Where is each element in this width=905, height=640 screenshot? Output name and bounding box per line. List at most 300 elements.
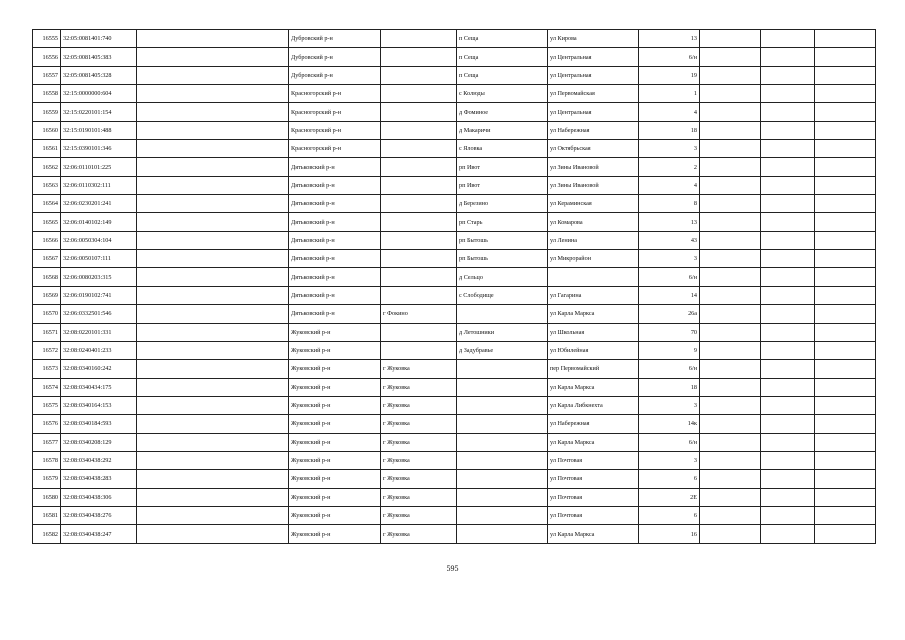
district-cell: Дятьковский р-н <box>289 286 381 304</box>
extra-3-cell <box>815 30 876 48</box>
cadastral-number-cell: 32:08:0340184:593 <box>61 415 137 433</box>
street-cell: пер Первомайский <box>548 360 639 378</box>
row-index-cell: 16576 <box>33 415 61 433</box>
extra-3-cell <box>815 433 876 451</box>
house-number-cell: 26а <box>639 305 700 323</box>
description-cell <box>137 360 289 378</box>
description-cell <box>137 231 289 249</box>
district-cell: Жуковский р-н <box>289 451 381 469</box>
extra-1-cell <box>700 85 761 103</box>
description-cell <box>137 323 289 341</box>
district-cell: Дятьковский р-н <box>289 231 381 249</box>
table-row <box>33 121 876 139</box>
extra-1-cell <box>700 286 761 304</box>
extra-2-cell <box>761 103 815 121</box>
table-row <box>33 525 876 544</box>
house-number-cell: 3 <box>639 250 700 268</box>
extra-2-cell <box>761 66 815 84</box>
street-cell: ул Карла Маркса <box>548 433 639 451</box>
description-cell <box>137 103 289 121</box>
table-row <box>33 360 876 378</box>
house-number-cell: 6/н <box>639 433 700 451</box>
settlement-cell <box>457 488 548 506</box>
settlement-cell: рп Ивот <box>457 158 548 176</box>
extra-2-cell <box>761 525 815 544</box>
settlement-cell <box>457 396 548 414</box>
row-index-cell: 16567 <box>33 250 61 268</box>
description-cell <box>137 470 289 488</box>
extra-1-cell <box>700 48 761 66</box>
house-number-cell: 6/н <box>639 360 700 378</box>
table-row <box>33 415 876 433</box>
table-row <box>33 433 876 451</box>
street-cell: ул Зины Ивановой <box>548 158 639 176</box>
extra-3-cell <box>815 213 876 231</box>
district-cell: Жуковский р-н <box>289 378 381 396</box>
district-cell: Жуковский р-н <box>289 433 381 451</box>
row-index-cell: 16568 <box>33 268 61 286</box>
extra-3-cell <box>815 470 876 488</box>
house-number-cell: 3 <box>639 396 700 414</box>
house-number-cell: 70 <box>639 323 700 341</box>
street-cell: ул Октябрьская <box>548 140 639 158</box>
city-cell <box>381 140 457 158</box>
extra-2-cell <box>761 305 815 323</box>
row-index-cell: 16579 <box>33 470 61 488</box>
row-index-cell: 16577 <box>33 433 61 451</box>
table-row <box>33 451 876 469</box>
extra-3-cell <box>815 85 876 103</box>
extra-3-cell <box>815 488 876 506</box>
row-index-cell: 16555 <box>33 30 61 48</box>
row-index-cell: 16581 <box>33 506 61 524</box>
city-cell <box>381 121 457 139</box>
extra-1-cell <box>700 158 761 176</box>
description-cell <box>137 396 289 414</box>
street-cell: ул Карла Маркса <box>548 378 639 396</box>
city-cell: г Жуковка <box>381 506 457 524</box>
city-cell: г Жуковка <box>381 415 457 433</box>
street-cell: ул Центральная <box>548 103 639 121</box>
settlement-cell <box>457 305 548 323</box>
district-cell: Дятьковский р-н <box>289 195 381 213</box>
extra-2-cell <box>761 158 815 176</box>
description-cell <box>137 378 289 396</box>
city-cell <box>381 85 457 103</box>
street-cell: ул Карла Либкнехта <box>548 396 639 414</box>
table-row <box>33 176 876 194</box>
extra-3-cell <box>815 415 876 433</box>
extra-1-cell <box>700 66 761 84</box>
cadastral-number-cell: 32:05:0081401:740 <box>61 30 137 48</box>
cadastral-number-cell: 32:06:0140102:149 <box>61 213 137 231</box>
row-index-cell: 16574 <box>33 378 61 396</box>
row-index-cell: 16559 <box>33 103 61 121</box>
extra-3-cell <box>815 48 876 66</box>
district-cell: Жуковский р-н <box>289 360 381 378</box>
street-cell: ул Почтовая <box>548 506 639 524</box>
table-row <box>33 268 876 286</box>
registry-table-body <box>33 30 876 544</box>
cadastral-number-cell: 32:08:0240401:233 <box>61 341 137 359</box>
district-cell: Красногорский р-н <box>289 140 381 158</box>
extra-3-cell <box>815 305 876 323</box>
extra-3-cell <box>815 231 876 249</box>
description-cell <box>137 433 289 451</box>
city-cell: г Жуковка <box>381 451 457 469</box>
cadastral-number-cell: 32:06:0050107:111 <box>61 250 137 268</box>
city-cell <box>381 250 457 268</box>
cadastral-number-cell: 32:06:0080203:315 <box>61 268 137 286</box>
district-cell: Дубровский р-н <box>289 30 381 48</box>
city-cell: г Жуковка <box>381 433 457 451</box>
table-row <box>33 231 876 249</box>
district-cell: Дятьковский р-н <box>289 213 381 231</box>
street-cell: ул Почтовая <box>548 488 639 506</box>
district-cell: Жуковский р-н <box>289 396 381 414</box>
cadastral-number-cell: 32:08:0340438:306 <box>61 488 137 506</box>
extra-2-cell <box>761 231 815 249</box>
city-cell <box>381 103 457 121</box>
cadastral-number-cell: 32:08:0340438:283 <box>61 470 137 488</box>
house-number-cell: 6/н <box>639 268 700 286</box>
table-row <box>33 195 876 213</box>
description-cell <box>137 195 289 213</box>
description-cell <box>137 30 289 48</box>
settlement-cell: п Сеща <box>457 30 548 48</box>
table-row <box>33 213 876 231</box>
extra-2-cell <box>761 415 815 433</box>
table-row <box>33 323 876 341</box>
city-cell <box>381 158 457 176</box>
extra-1-cell <box>700 396 761 414</box>
description-cell <box>137 341 289 359</box>
row-index-cell: 16565 <box>33 213 61 231</box>
city-cell <box>381 231 457 249</box>
settlement-cell: д Березино <box>457 195 548 213</box>
extra-2-cell <box>761 140 815 158</box>
description-cell <box>137 140 289 158</box>
house-number-cell: 4 <box>639 103 700 121</box>
table-row <box>33 66 876 84</box>
city-cell <box>381 268 457 286</box>
settlement-cell: п Сеща <box>457 48 548 66</box>
cadastral-number-cell: 32:06:0110101:225 <box>61 158 137 176</box>
street-cell: ул Юбилейная <box>548 341 639 359</box>
district-cell: Красногорский р-н <box>289 121 381 139</box>
extra-2-cell <box>761 470 815 488</box>
district-cell: Дубровский р-н <box>289 48 381 66</box>
table-row <box>33 378 876 396</box>
city-cell <box>381 213 457 231</box>
district-cell: Жуковский р-н <box>289 488 381 506</box>
extra-2-cell <box>761 85 815 103</box>
cadastral-number-cell: 32:08:0340160:242 <box>61 360 137 378</box>
extra-2-cell <box>761 433 815 451</box>
description-cell <box>137 250 289 268</box>
cadastral-number-cell: 32:15:0000000:604 <box>61 85 137 103</box>
description-cell <box>137 415 289 433</box>
extra-1-cell <box>700 305 761 323</box>
cadastral-number-cell: 32:08:0340438:247 <box>61 525 137 544</box>
house-number-cell: 14 <box>639 286 700 304</box>
table-row <box>33 341 876 359</box>
settlement-cell <box>457 470 548 488</box>
settlement-cell: д Фоминое <box>457 103 548 121</box>
district-cell: Жуковский р-н <box>289 323 381 341</box>
city-cell <box>381 30 457 48</box>
registry-table <box>32 29 876 544</box>
row-index-cell: 16557 <box>33 66 61 84</box>
city-cell: г Жуковка <box>381 396 457 414</box>
district-cell: Жуковский р-н <box>289 415 381 433</box>
house-number-cell: 16 <box>639 525 700 544</box>
city-cell: г Фокино <box>381 305 457 323</box>
district-cell: Дятьковский р-н <box>289 305 381 323</box>
row-index-cell: 16578 <box>33 451 61 469</box>
settlement-cell: д Летошники <box>457 323 548 341</box>
cadastral-number-cell: 32:06:0050304:104 <box>61 231 137 249</box>
row-index-cell: 16571 <box>33 323 61 341</box>
district-cell: Дятьковский р-н <box>289 268 381 286</box>
extra-3-cell <box>815 525 876 544</box>
city-cell <box>381 48 457 66</box>
district-cell: Красногорский р-н <box>289 103 381 121</box>
settlement-cell <box>457 506 548 524</box>
house-number-cell: 43 <box>639 231 700 249</box>
extra-1-cell <box>700 103 761 121</box>
extra-2-cell <box>761 323 815 341</box>
extra-1-cell <box>700 323 761 341</box>
extra-1-cell <box>700 121 761 139</box>
description-cell <box>137 48 289 66</box>
extra-2-cell <box>761 378 815 396</box>
extra-3-cell <box>815 268 876 286</box>
city-cell <box>381 66 457 84</box>
extra-1-cell <box>700 176 761 194</box>
street-cell: ул Почтовая <box>548 470 639 488</box>
extra-3-cell <box>815 396 876 414</box>
cadastral-number-cell: 32:06:0230201:241 <box>61 195 137 213</box>
description-cell <box>137 213 289 231</box>
cadastral-number-cell: 32:08:0340438:292 <box>61 451 137 469</box>
extra-3-cell <box>815 103 876 121</box>
extra-2-cell <box>761 213 815 231</box>
house-number-cell: 18 <box>639 121 700 139</box>
extra-2-cell <box>761 30 815 48</box>
description-cell <box>137 121 289 139</box>
extra-1-cell <box>700 470 761 488</box>
city-cell: г Жуковка <box>381 378 457 396</box>
settlement-cell: рп Бытошь <box>457 231 548 249</box>
description-cell <box>137 85 289 103</box>
house-number-cell: 13 <box>639 30 700 48</box>
extra-1-cell <box>700 140 761 158</box>
extra-2-cell <box>761 341 815 359</box>
settlement-cell: д Макаричи <box>457 121 548 139</box>
settlement-cell <box>457 451 548 469</box>
extra-3-cell <box>815 66 876 84</box>
extra-1-cell <box>700 213 761 231</box>
house-number-cell: 14к <box>639 415 700 433</box>
table-row <box>33 396 876 414</box>
extra-3-cell <box>815 451 876 469</box>
row-index-cell: 16556 <box>33 48 61 66</box>
extra-2-cell <box>761 286 815 304</box>
extra-1-cell <box>700 341 761 359</box>
description-cell <box>137 525 289 544</box>
settlement-cell: рп Бытошь <box>457 250 548 268</box>
street-cell: ул Кирова <box>548 30 639 48</box>
cadastral-number-cell: 32:15:0390101:346 <box>61 140 137 158</box>
row-index-cell: 16566 <box>33 231 61 249</box>
street-cell <box>548 268 639 286</box>
row-index-cell: 16575 <box>33 396 61 414</box>
description-cell <box>137 488 289 506</box>
cadastral-number-cell: 32:08:0340434:175 <box>61 378 137 396</box>
extra-2-cell <box>761 488 815 506</box>
house-number-cell: 8 <box>639 195 700 213</box>
table-row <box>33 158 876 176</box>
settlement-cell <box>457 415 548 433</box>
cadastral-number-cell: 32:05:0081405:383 <box>61 48 137 66</box>
house-number-cell: 13 <box>639 213 700 231</box>
extra-3-cell <box>815 158 876 176</box>
extra-3-cell <box>815 176 876 194</box>
description-cell <box>137 506 289 524</box>
row-index-cell: 16558 <box>33 85 61 103</box>
street-cell: ул Школьная <box>548 323 639 341</box>
extra-3-cell <box>815 378 876 396</box>
description-cell <box>137 66 289 84</box>
settlement-cell <box>457 525 548 544</box>
settlement-cell: с Яловка <box>457 140 548 158</box>
district-cell: Дятьковский р-н <box>289 250 381 268</box>
district-cell: Дятьковский р-н <box>289 158 381 176</box>
extra-1-cell <box>700 250 761 268</box>
extra-1-cell <box>700 451 761 469</box>
extra-3-cell <box>815 121 876 139</box>
house-number-cell: 6 <box>639 470 700 488</box>
house-number-cell: 6/н <box>639 48 700 66</box>
street-cell: ул Кераминская <box>548 195 639 213</box>
extra-1-cell <box>700 360 761 378</box>
settlement-cell <box>457 433 548 451</box>
extra-3-cell <box>815 140 876 158</box>
house-number-cell: 19 <box>639 66 700 84</box>
extra-3-cell <box>815 286 876 304</box>
cadastral-number-cell: 32:08:0220101:331 <box>61 323 137 341</box>
extra-3-cell <box>815 341 876 359</box>
district-cell: Дятьковский р-н <box>289 176 381 194</box>
extra-1-cell <box>700 195 761 213</box>
description-cell <box>137 451 289 469</box>
extra-1-cell <box>700 488 761 506</box>
settlement-cell: с Колюды <box>457 85 548 103</box>
row-index-cell: 16570 <box>33 305 61 323</box>
street-cell: ул Зины Ивановой <box>548 176 639 194</box>
cadastral-number-cell: 32:08:0340164:153 <box>61 396 137 414</box>
city-cell: г Жуковка <box>381 470 457 488</box>
house-number-cell: 3 <box>639 140 700 158</box>
extra-1-cell <box>700 30 761 48</box>
city-cell: г Жуковка <box>381 488 457 506</box>
city-cell: г Жуковка <box>381 525 457 544</box>
street-cell: ул Микрорайон <box>548 250 639 268</box>
description-cell <box>137 305 289 323</box>
district-cell: Жуковский р-н <box>289 506 381 524</box>
description-cell <box>137 158 289 176</box>
extra-2-cell <box>761 48 815 66</box>
street-cell: ул Набережная <box>548 121 639 139</box>
row-index-cell: 16580 <box>33 488 61 506</box>
row-index-cell: 16562 <box>33 158 61 176</box>
street-cell: ул Ленина <box>548 231 639 249</box>
street-cell: ул Почтовая <box>548 451 639 469</box>
cadastral-number-cell: 32:06:0110302:111 <box>61 176 137 194</box>
row-index-cell: 16563 <box>33 176 61 194</box>
cadastral-number-cell: 32:05:0081405:328 <box>61 66 137 84</box>
table-row <box>33 488 876 506</box>
extra-3-cell <box>815 360 876 378</box>
settlement-cell <box>457 378 548 396</box>
district-cell: Жуковский р-н <box>289 470 381 488</box>
district-cell: Жуковский р-н <box>289 525 381 544</box>
cadastral-number-cell: 32:08:0340438:276 <box>61 506 137 524</box>
house-number-cell: 1 <box>639 85 700 103</box>
table-row <box>33 85 876 103</box>
city-cell <box>381 323 457 341</box>
cadastral-number-cell: 32:15:0190101:488 <box>61 121 137 139</box>
extra-2-cell <box>761 451 815 469</box>
district-cell: Дубровский р-н <box>289 66 381 84</box>
cadastral-number-cell: 32:15:0220101:154 <box>61 103 137 121</box>
table-row <box>33 506 876 524</box>
house-number-cell: 9 <box>639 341 700 359</box>
description-cell <box>137 286 289 304</box>
house-number-cell: 3 <box>639 451 700 469</box>
cadastral-number-cell: 32:06:0190102:741 <box>61 286 137 304</box>
house-number-cell: 4 <box>639 176 700 194</box>
district-cell: Красногорский р-н <box>289 85 381 103</box>
description-cell <box>137 268 289 286</box>
row-index-cell: 16564 <box>33 195 61 213</box>
extra-2-cell <box>761 360 815 378</box>
city-cell <box>381 341 457 359</box>
table-row <box>33 470 876 488</box>
extra-2-cell <box>761 176 815 194</box>
settlement-cell: с Слободище <box>457 286 548 304</box>
extra-1-cell <box>700 506 761 524</box>
extra-1-cell <box>700 433 761 451</box>
extra-3-cell <box>815 195 876 213</box>
table-row <box>33 48 876 66</box>
table-row <box>33 305 876 323</box>
street-cell: ул Комарова <box>548 213 639 231</box>
row-index-cell: 16561 <box>33 140 61 158</box>
extra-1-cell <box>700 378 761 396</box>
table-row <box>33 250 876 268</box>
extra-1-cell <box>700 415 761 433</box>
settlement-cell: д Сельцо <box>457 268 548 286</box>
street-cell: ул Первомайская <box>548 85 639 103</box>
table-row <box>33 103 876 121</box>
extra-1-cell <box>700 268 761 286</box>
extra-1-cell <box>700 525 761 544</box>
row-index-cell: 16573 <box>33 360 61 378</box>
extra-2-cell <box>761 506 815 524</box>
district-cell: Жуковский р-н <box>289 341 381 359</box>
